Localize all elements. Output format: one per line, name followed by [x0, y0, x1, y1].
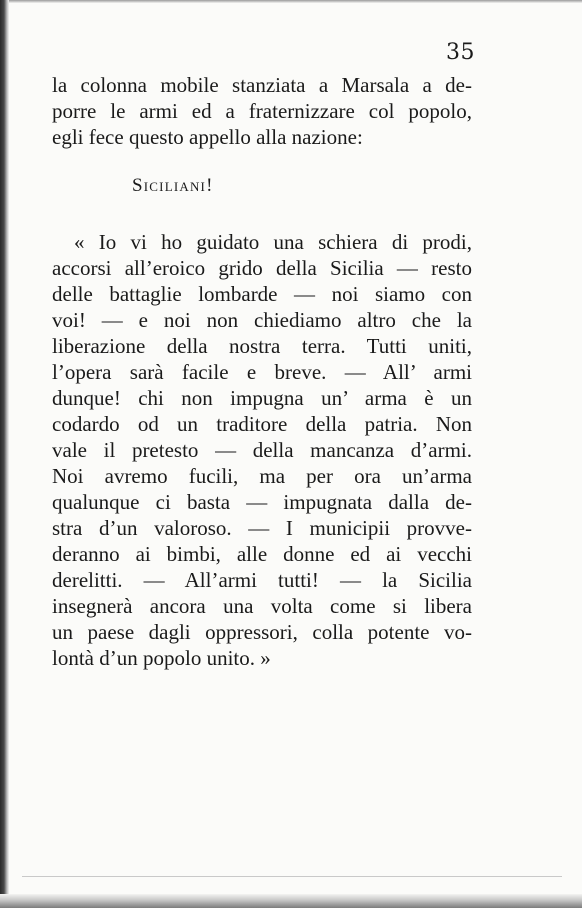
- text-line: la colonna mobile stanziata a Marsala a de-: [52, 73, 472, 97]
- text-line: voi! — e noi non chiediamo altro che la: [52, 308, 472, 332]
- text-line: codardo od un traditore della patria. Non: [52, 412, 472, 436]
- text-line: porre le armi ed a fraternizzare col popolo,: [52, 99, 472, 123]
- page-edge-top: [0, 0, 582, 3]
- page-edge-bottom: [0, 894, 582, 908]
- page-binding-edge: [0, 0, 9, 908]
- text-line: vale il pretesto — della mancanza d’armi.: [52, 438, 472, 462]
- text-line: un paese dagli oppressori, colla potente vo-: [52, 620, 472, 644]
- text-line: lontà d’un popolo unito. »: [52, 646, 271, 670]
- section-heading: Siciliani!: [132, 175, 214, 196]
- text-line: qualunque ci basta — impugnata dalla de-: [52, 490, 472, 514]
- page-number: 35: [446, 40, 475, 65]
- page-bottom-rule: [22, 876, 562, 877]
- text-line: liberazione della nostra terra. Tutti uniti,: [52, 334, 472, 358]
- intro-paragraph: [52, 72, 472, 150]
- quoted-proclamation: [52, 229, 472, 671]
- text-line: derelitti. — All’armi tutti! — la Sicilia: [52, 568, 472, 592]
- text-line: l’opera sarà facile e breve. — All’ armi: [52, 360, 472, 384]
- text-line: insegnerà ancora una volta come si libera: [52, 594, 472, 618]
- text-line: deranno ai bimbi, alle donne ed ai vecchi: [52, 542, 472, 566]
- text-line: Noi avremo fucili, ma per ora un’arma: [52, 464, 472, 488]
- text-line: stra d’un valoroso. — I municipii provve-: [52, 516, 472, 540]
- text-line: « Io vi ho guidato una schiera di prodi,: [74, 230, 472, 254]
- text-line: accorsi all’eroico grido della Sicilia — resto: [52, 256, 472, 280]
- text-line: egli fece questo appello alla nazione:: [52, 125, 363, 149]
- text-line: delle battaglie lombarde — noi siamo con: [52, 282, 472, 306]
- text-line: dunque! chi non impugna un’ arma è un: [52, 386, 472, 410]
